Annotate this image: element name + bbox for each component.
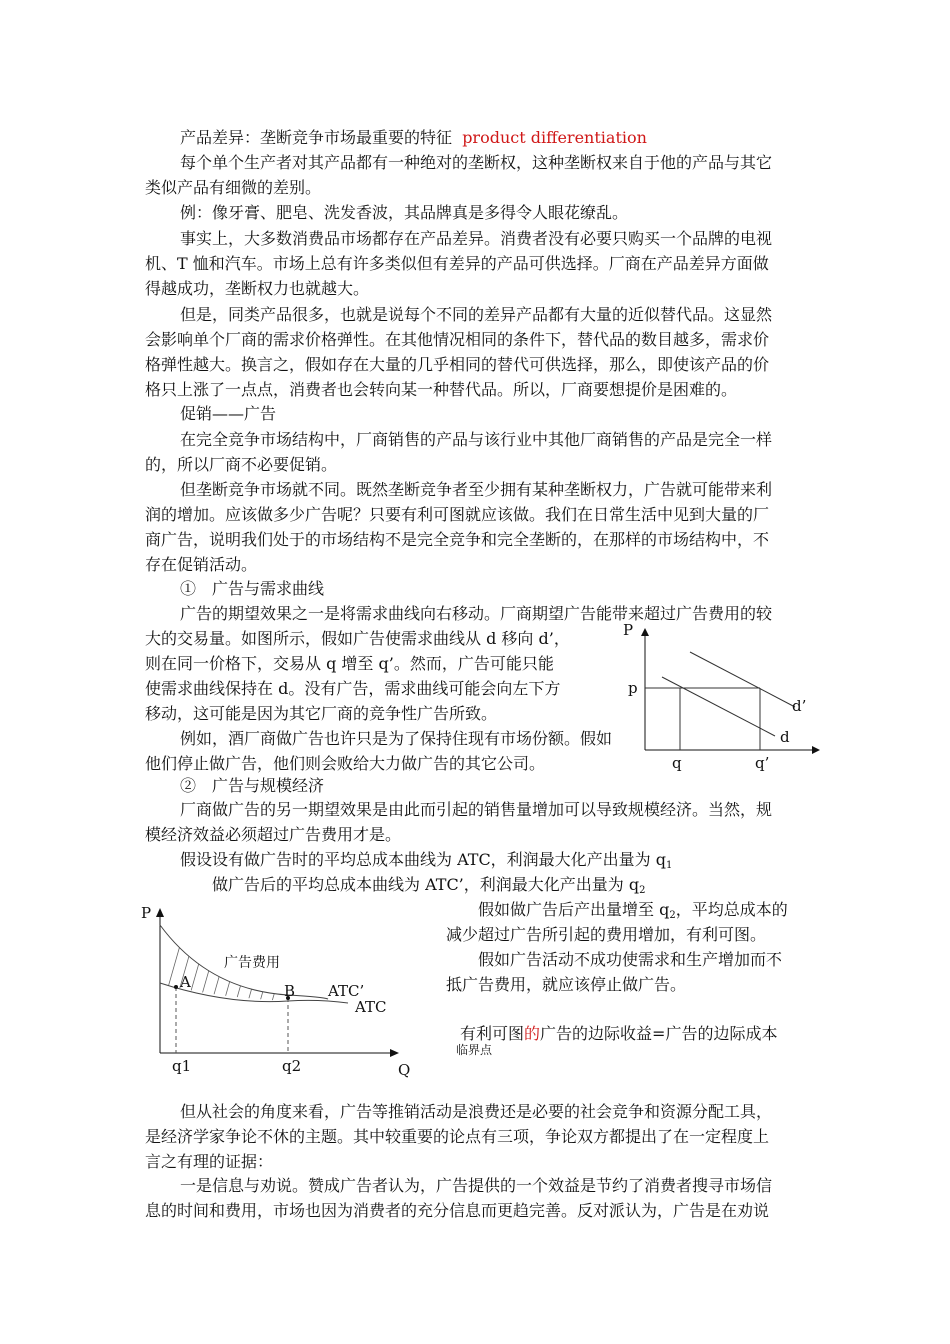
text-span: 广告的边际收益=广告的边际成本: [540, 1024, 778, 1043]
text-line: 移动，这可能是因为其它厂商的竞争性广告所致。: [145, 704, 498, 723]
y-axis-arrow-icon: [156, 908, 164, 917]
text-line: 减少超过广告所引起的费用增加，有利可图。: [446, 925, 767, 944]
text-span: 假如做广告后产出量增至 q: [478, 900, 670, 919]
fig1-price-label: p: [628, 679, 638, 697]
section-heading: 促销——广告: [180, 404, 277, 423]
text-line: 存在促销活动。: [145, 555, 258, 574]
red-char: 的: [524, 1024, 541, 1043]
text-line-with-subscript: [478, 900, 788, 923]
subheading-1: ① 广告与需求曲线: [180, 579, 325, 598]
text-line: 格弹性越大。换言之，假如存在大量的几乎相同的替代可供选择，那么，即使该产品的价: [145, 355, 770, 374]
subheading-2: ② 广告与规模经济: [180, 776, 325, 795]
fig1-d-label: d: [780, 728, 790, 746]
text-line: 得越成功，垄断权力也就越大。: [145, 279, 370, 298]
text-line: 润的增加。应该做多少广告呢？只要有利可图就应该做。我们在日常生活中见到大量的厂: [145, 505, 770, 524]
english-term: product differentiation: [462, 128, 647, 147]
fig1-d-prime-label: d’: [792, 697, 807, 715]
text-line: 广告的期望效果之一是将需求曲线向右移动。厂商期望广告能带来超过广告费用的较: [180, 604, 773, 623]
subscript: 2: [669, 910, 676, 921]
figure-scale-economies: [138, 895, 418, 1080]
profitability-condition: [460, 1024, 777, 1044]
fig2-q2-label: q2: [282, 1057, 302, 1075]
text-line: 假如广告活动不成功使需求和生产增加而不: [478, 950, 783, 969]
text-line: 事实上，大多数消费品市场都存在产品差异。消费者没有必要只购买一个品牌的电视: [180, 229, 773, 248]
text-line: 息的时间和费用，市场也因为消费者的充分信息而更趋完善。反对派认为，广告是在劝说: [145, 1201, 770, 1220]
fig2-atc-prime-label: ATC’: [328, 982, 365, 1000]
subscript: 1: [666, 860, 673, 871]
fig2-ad-cost-label: 广告费用: [224, 955, 280, 971]
text-line: 的，所以厂商不必要促销。: [145, 455, 338, 474]
fig2-y-label: P: [141, 904, 152, 922]
fig2-x-label: Q: [398, 1061, 411, 1079]
text-line: 使需求曲线保持在 d。没有广告，需求曲线可能会向左下方: [145, 679, 561, 698]
text-line: 在完全竞争市场结构中，厂商销售的产品与该行业中其他厂商销售的产品是完全一样: [180, 430, 773, 449]
text-line: 但垄断竞争市场就不同。既然垄断竞争者至少拥有某种垄断权力，广告就可能带来利: [180, 480, 773, 499]
text-span: 做广告后的平均总成本曲线为 ATC’，利润最大化产出量为 q: [212, 875, 640, 894]
text-line: 例：像牙膏、肥皂、洗发香波，其品牌真是多得令人眼花缭乱。: [180, 203, 629, 222]
fig1-q-label: q: [672, 754, 682, 772]
subscript: 2: [639, 885, 646, 896]
fig1-q-prime-label: q’: [755, 754, 770, 772]
threshold-note: 临界点: [456, 1043, 493, 1057]
text-line-with-subscript: [180, 850, 672, 873]
text-line: 机、T 恤和汽车。市场上总有许多类似但有差异的产品可供选择。厂商在产品差异方面做: [145, 254, 769, 273]
text-line: 厂商做广告的另一期望效果是由此而引起的销售量增加可以导致规模经济。当然，规: [180, 800, 773, 819]
figure-demand-shift: [620, 622, 810, 772]
demand-curve-d-prime: [690, 652, 795, 707]
text-line: 一是信息与劝说。赞成广告者认为，广告提供的一个效益是节约了消费者搜寻市场信: [180, 1176, 773, 1195]
x-axis-arrow-icon: [390, 1049, 399, 1057]
fig2-point-a-label: A: [180, 973, 191, 991]
text-line: 格只上涨了一点点，消费者也会转向某一种替代品。所以，厂商要想提价是困难的。: [145, 380, 738, 399]
text-line: 类似产品有细微的差别。: [145, 178, 322, 197]
y-axis-arrow-icon: [641, 628, 649, 636]
text-line: 例如，酒厂商做广告也许只是为了保持住现有市场份额。假如: [180, 729, 613, 748]
point-a-dot: [174, 985, 178, 989]
fig1-y-label: P: [623, 621, 634, 639]
x-axis-arrow-icon: [812, 746, 820, 754]
text-line: 他们停止做广告，他们则会败给大力做广告的其它公司。: [145, 754, 546, 773]
fig2-atc-label: ATC: [355, 998, 387, 1016]
fig2-point-b-label: B: [284, 982, 296, 1000]
text-line: 是经济学家争论不休的主题。其中较重要的论点有三项，争论双方都提出了在一定程度上: [145, 1127, 770, 1146]
fig2-q1-label: q1: [172, 1057, 192, 1075]
text-line: 但是，同类产品很多，也就是说每个不同的差异产品都有大量的近似替代品。这显然: [180, 305, 773, 324]
text-line: 则在同一价格下，交易从 q 增至 q’。然而，广告可能只能: [145, 654, 554, 673]
text-line: 模经济效益必须超过广告费用才是。: [145, 825, 402, 844]
text-line: 大的交易量。如图所示，假如广告使需求曲线从 d 移向 d’，: [145, 629, 570, 648]
text-span: 假设设有做广告时的平均总成本曲线为 ATC，利润最大化产出量为 q: [180, 850, 667, 869]
text-span: 产品差异：垄断竞争市场最重要的特征: [180, 128, 453, 147]
text-line: 每个单个生产者对其产品都有一种绝对的垄断权，这种垄断权来自于他的产品与其它: [180, 153, 773, 172]
text-line: 会影响单个厂商的需求价格弹性。在其他情况相同的条件下，替代品的数目越多，需求价: [145, 330, 770, 349]
text-line: 商广告，说明我们处于的市场结构不是完全竞争和完全垄断的，在那样的市场结构中，不: [145, 530, 770, 549]
text-span: 有利可图: [460, 1024, 525, 1043]
demand-curve-d: [662, 677, 775, 736]
text-line: 言之有理的证据：: [145, 1152, 274, 1171]
text-span: ，平均总成本的: [675, 900, 788, 919]
text-line: 抵广告费用，就应该停止做广告。: [446, 975, 687, 994]
text-line: 但从社会的角度来看，广告等推销活动是浪费还是必要的社会竞争和资源分配工具，: [180, 1102, 773, 1121]
para-product-differentiation: [180, 128, 647, 148]
